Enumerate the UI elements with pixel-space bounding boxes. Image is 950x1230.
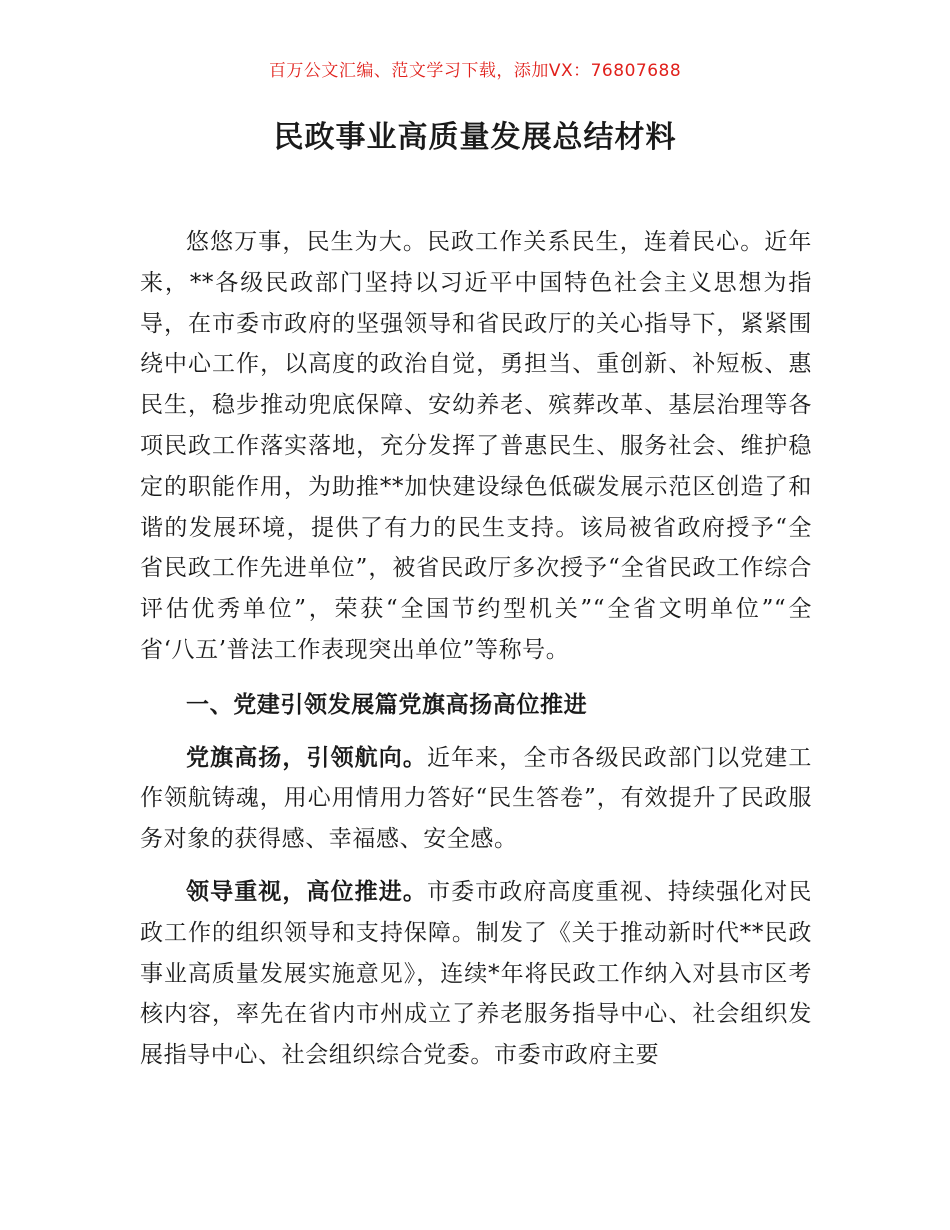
paragraph-text: 市委市政府高度重视、持续强化对民政工作的组织领导和支持保障。制发了《关于推动新时代**民政事业高质量发展实施意见》，连续*年将民政工作纳入对县市区考核内容，率先在省内市州成立了养老服务指导中心、社会组织发展指导中心、社会组织综合党委。市委市政府主要 [140, 878, 813, 1069]
document-body [140, 222, 812, 1076]
paragraph-text: 近年来，全市各级民政部门以党建工作领航铸魂，用心用情用力答好“民生答卷”，有效提升了民政服务对象的获得感、幸福感、安全感。 [140, 744, 813, 853]
document-title: 民政事业高质量发展总结材料 [273, 120, 677, 155]
paragraph-lead: 领导重视，高位推进。 [186, 878, 427, 905]
intro-paragraph: 悠悠万事，民生为大。民政工作关系民生，连着民心。近年来，**各级民政部门坚持以习近平中国特色社会主义思想为指导，在市委市政府的坚强领导和省民政厅的关心指导下，紧紧围绕中心工作，以高度的政治自觉，勇担当、重创新、补短板、惠民生，稳步推动兜底保障、安幼养老、殡葬改革、基层治理等各项民政工作落实落地，充分发挥了普惠民生、服务社会、维护稳定的职能作用，为助推**加快建设绿色低碳发展示范区创造了和谐的发展环境，提供了有力的民生支持。该局被省政府授予“全省民政工作先进单位”，被省民政厅多次授予“全省民政工作综合评估优秀单位”，荣获“全国节约型机关”“全省文明单位”“全省‘八五’普法工作表现突出单位”等称号。 [140, 229, 812, 663]
paragraph-lead: 党旗高扬，引领航向。 [186, 744, 427, 771]
header-download-note: 百万公文汇编、范文学习下载，添加VX：76807688 [268, 61, 682, 81]
paragraph-party-building [140, 738, 812, 860]
section-heading: 一、党建引领发展篇党旗高扬高位推进 [186, 691, 588, 718]
paragraph-leadership [140, 872, 812, 1076]
